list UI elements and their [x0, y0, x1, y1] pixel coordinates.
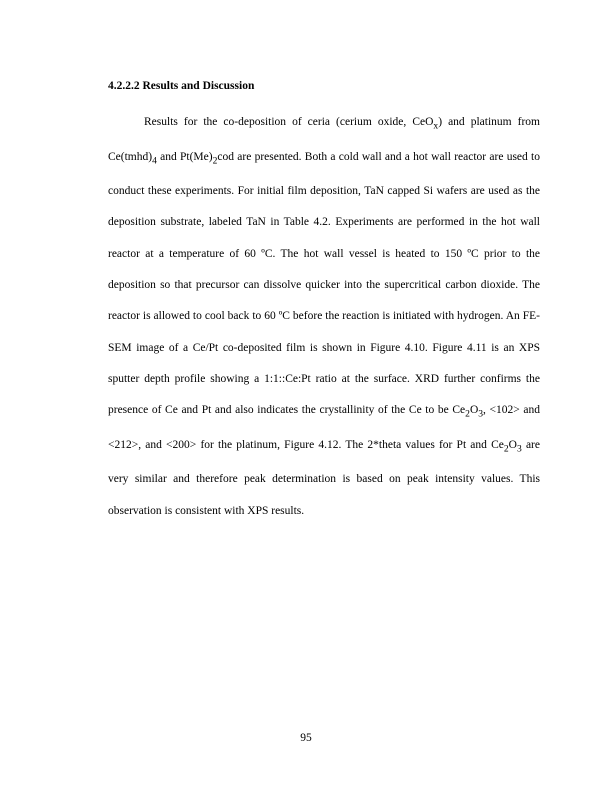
subscript-4: 4: [152, 154, 157, 166]
subscript-3a: 3: [478, 408, 484, 420]
paragraph-text-4: cod are presented. Both a cold wall and a hot wall reactor are used to conduct these experiments. For initial film deposition, TaN capped Si wafers are used as the deposition substrate, labeled TaN in Table 4.2. Experiments are performed in the hot wall reactor at a temperature of 60 ºC. The hot wall vessel is heated to 150 ºC prior to the deposition so that precursor can dissolve quicker into the supercritical carbon dioxide. The reactor is allowed to cool back to 60 ºC before the reaction is initiated with hydrogen. An FE-SEM image of a Ce/Pt co-deposited film is shown in Figure 4.10. Figure 4.11 is an XPS sputter depth profile showing a 1:1::Ce:Pt ratio at the surface. XRD further confirms the presence of Ce and Pt and also indicates the crystallinity of the Ce to be Ce: [108, 150, 540, 417]
section-heading: 4.2.2.2 Results and Discussion: [108, 80, 255, 92]
paragraph-text-1: Results for the co-deposition of ceria (cerium oxide, CeO: [144, 116, 434, 128]
paragraph-text-6: , <102> and <212>, and <200> for the platinum, Figure 4.12. The 2*theta values for Pt and Ce: [108, 404, 541, 451]
paragraph-text-7: O: [508, 438, 517, 451]
page-number: 95: [300, 732, 312, 744]
paragraph-text-2: ) and platinum from Ce(tmhd): [108, 116, 540, 163]
subscript-3b: 3: [516, 443, 522, 455]
subscript-x: x: [433, 120, 439, 132]
paragraph-text-5: O: [469, 404, 479, 417]
subscript-2b: 2: [503, 443, 509, 455]
body-paragraph: [108, 107, 540, 527]
paragraph-text-8: are very similar and therefore peak determination is based on peak intensity values. This observation is consistent with XPS results.: [108, 438, 540, 517]
subscript-2a: 2: [465, 408, 470, 420]
subscript-2: 2: [212, 154, 218, 166]
paragraph-text-3: and Pt(Me): [156, 150, 213, 163]
